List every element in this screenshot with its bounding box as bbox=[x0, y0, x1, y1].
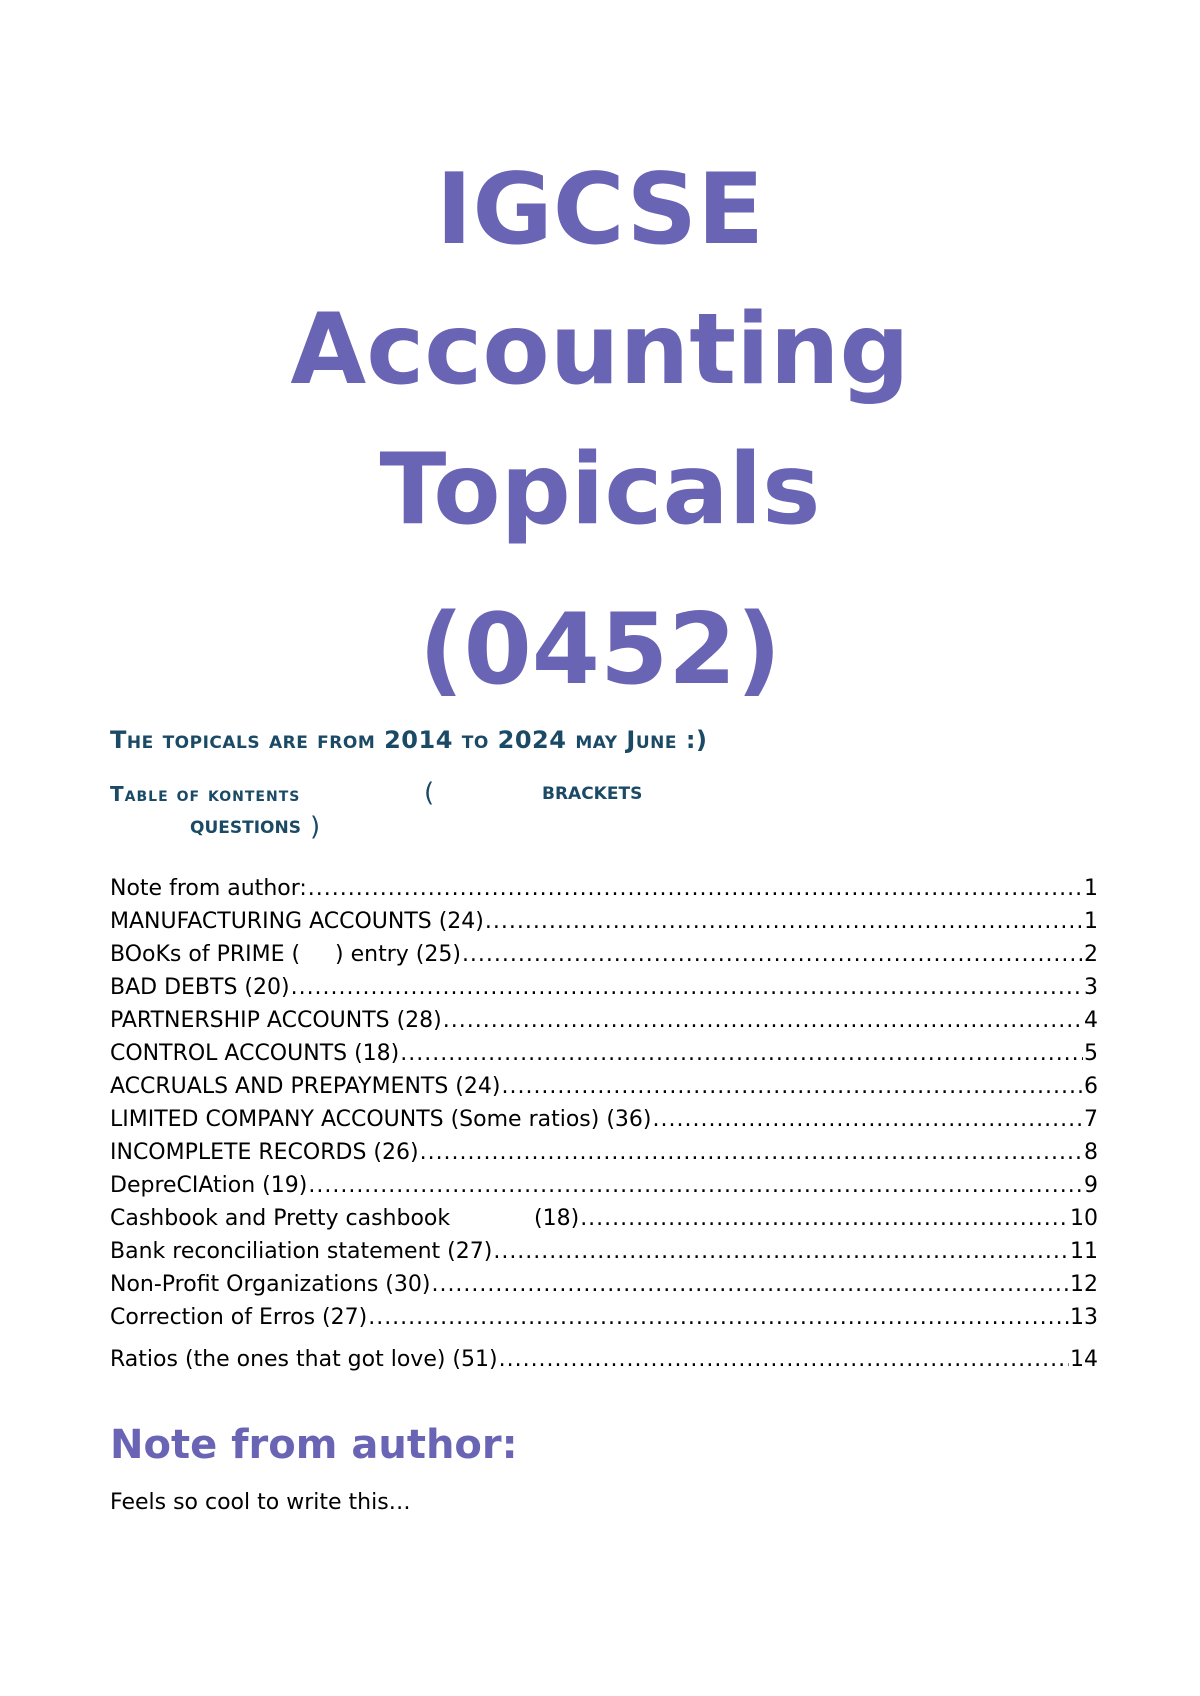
toc-heading-paren-close: ) bbox=[310, 812, 321, 842]
toc-entry[interactable] bbox=[110, 1004, 1098, 1037]
toc-heading-main: Table of kontents bbox=[110, 782, 301, 806]
toc-entry-page: 6 bbox=[1084, 1074, 1098, 1099]
toc-entry-label: Correction of Erros (27) bbox=[110, 1305, 368, 1330]
toc-entry[interactable] bbox=[110, 1037, 1098, 1070]
title-line-4: (0452) bbox=[418, 593, 782, 707]
toc-entry[interactable] bbox=[110, 1268, 1098, 1301]
toc-entry-page: 2 bbox=[1084, 942, 1098, 967]
toc-entry-label: PARTNERSHIP ACCOUNTS (28) bbox=[110, 1008, 442, 1033]
toc-entry[interactable] bbox=[110, 872, 1098, 905]
toc-entry-page: 7 bbox=[1084, 1107, 1098, 1132]
toc-entry[interactable] bbox=[110, 971, 1098, 1004]
toc-entry-page: 14 bbox=[1070, 1347, 1098, 1372]
toc-entry-page: 1 bbox=[1084, 909, 1098, 934]
toc-entry-page: 13 bbox=[1070, 1305, 1098, 1330]
title-line-1: IGCSE bbox=[435, 153, 765, 267]
toc-entry-page: 10 bbox=[1070, 1206, 1098, 1231]
toc-entry[interactable] bbox=[110, 1301, 1098, 1334]
toc-entry-page: 8 bbox=[1084, 1140, 1098, 1165]
toc-entry-page: 4 bbox=[1084, 1008, 1098, 1033]
toc-entry[interactable] bbox=[110, 1169, 1098, 1202]
toc-entry-page: 11 bbox=[1070, 1239, 1098, 1264]
toc-entry-label: ACCRUALS AND PREPAYMENTS (24) bbox=[110, 1074, 501, 1099]
toc-entry-label: DepreCIAtion (19) bbox=[110, 1173, 308, 1198]
toc-entry[interactable] bbox=[110, 1202, 1098, 1235]
toc-entry-label: MANUFACTURING ACCOUNTS (24) bbox=[110, 909, 484, 934]
toc-entry-label: BAD DEBTS (20) bbox=[110, 975, 290, 1000]
toc-heading-paren-open: ( bbox=[424, 778, 435, 808]
toc-entry-label: Cashbook and Pretty cashbook (18) bbox=[110, 1206, 580, 1231]
toc-heading-brackets: BRACKETS bbox=[542, 784, 643, 804]
toc-entry-page: 9 bbox=[1084, 1173, 1098, 1198]
subtitle: The topicals are from 2014 to 2024 may June :) bbox=[110, 726, 708, 754]
toc-entry-page: 3 bbox=[1084, 975, 1098, 1000]
toc-entry[interactable] bbox=[110, 1343, 1098, 1376]
toc-entry-label: CONTROL ACCOUNTS (18) bbox=[110, 1041, 400, 1066]
toc-entry-label: BOoKs of PRIME ( ) entry (25) bbox=[110, 942, 461, 967]
toc-entry-label: Note from author: bbox=[110, 876, 307, 901]
toc-entry-label: INCOMPLETE RECORDS (26) bbox=[110, 1140, 419, 1165]
toc-entry[interactable] bbox=[110, 905, 1098, 938]
toc-entry[interactable] bbox=[110, 938, 1098, 971]
toc-entry[interactable] bbox=[110, 1070, 1098, 1103]
toc-entry-page: 12 bbox=[1070, 1272, 1098, 1297]
title-line-3: Topicals bbox=[379, 433, 821, 547]
note-body: Feels so cool to write this… bbox=[110, 1490, 411, 1515]
toc-heading bbox=[110, 778, 1010, 852]
table-of-contents bbox=[110, 872, 1098, 1376]
toc-entry-page: 1 bbox=[1084, 876, 1098, 901]
toc-entry-page: 5 bbox=[1084, 1041, 1098, 1066]
toc-entry-label: LIMITED COMPANY ACCOUNTS (Some ratios) (36) bbox=[110, 1107, 652, 1132]
title-line-2: Accounting bbox=[290, 293, 910, 407]
toc-entry[interactable] bbox=[110, 1235, 1098, 1268]
toc-heading-questions: QUESTIONS bbox=[190, 818, 301, 838]
toc-entry[interactable] bbox=[110, 1136, 1098, 1169]
toc-entry-label: Ratios (the ones that got love) (51) bbox=[110, 1347, 498, 1372]
toc-entry-label: Bank reconciliation statement (27) bbox=[110, 1239, 493, 1264]
document-title bbox=[0, 140, 1200, 720]
toc-entry[interactable] bbox=[110, 1103, 1098, 1136]
toc-entry-label: Non-Profit Organizations (30) bbox=[110, 1272, 431, 1297]
note-heading: Note from author: bbox=[110, 1422, 518, 1468]
